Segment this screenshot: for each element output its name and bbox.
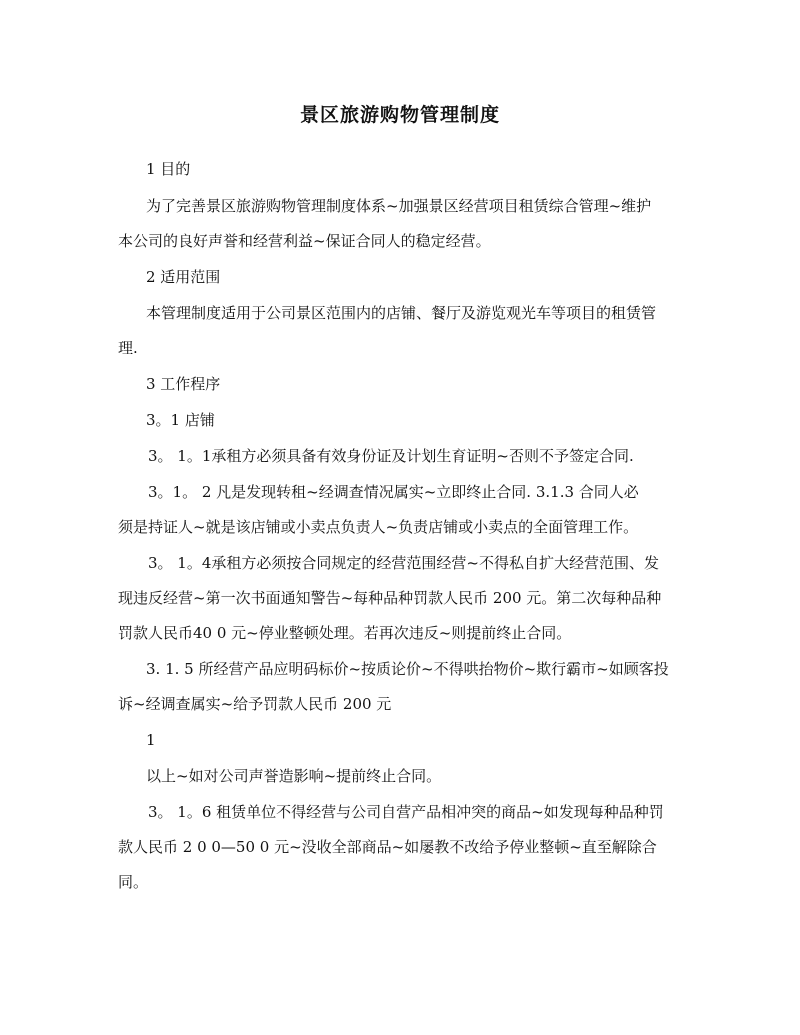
heading-procedure: 3 工作程序	[146, 375, 221, 393]
paragraph-line: 款人民币 2 0 0—50 0 元~没收全部商品~如屡教不改给予停业整顿~直至解除合	[118, 838, 657, 856]
paragraph-line: 本管理制度适用于公司景区范围内的店铺、餐厅及游览观光车等项目的租赁管	[146, 304, 657, 322]
paragraph-line: 为了完善景区旅游购物管理制度体系~加强景区经营项目租赁综合管理~维护	[146, 197, 652, 215]
paragraph-line: 3。 1。4承租方必须按合同规定的经营范围经营~不得私自扩大经营范围、发	[148, 554, 659, 572]
paragraph-line: 3。 1。6 租赁单位不得经营与公司自营产品相冲突的商品~如发现每种品种罚	[148, 803, 664, 821]
paragraph-line: 诉~经调查属实~给予罚款人民币 200 元	[118, 695, 392, 713]
paragraph-line: 理.	[118, 339, 138, 357]
paragraph-line: 同。	[118, 873, 149, 891]
paragraph-line: 罚款人民币40 0 元~停业整顿处理。若再次违反~则提前终止合同。	[118, 624, 572, 642]
paragraph-line: 3。1。 2 凡是发现转租~经调查情况属实~立即终止合同. 3.1.3 合同人必	[148, 483, 639, 501]
paragraph-line: 现违反经营~第一次书面通知警告~每种品种罚款人民币 200 元。第二次每种品种	[118, 589, 662, 607]
paragraph-line: 3. 1. 5 所经营产品应明码标价~按质论价~不得哄抬物价~欺行霸市~如顾客投	[146, 660, 669, 678]
heading-purpose: 1 目的	[146, 160, 191, 178]
paragraph-line: 须是持证人~就是该店铺或小卖点负责人~负责店铺或小卖点的全面管理工作。	[118, 518, 639, 536]
document-title: 景区旅游购物管理制度	[299, 104, 500, 126]
paragraph-line: 3。 1。1承租方必须具备有效身份证及计划生育证明~否则不予签定合同.	[148, 447, 634, 465]
heading-scope: 2 适用范围	[146, 268, 221, 286]
heading-shops: 3。1 店铺	[146, 411, 215, 429]
page-number: 1	[146, 731, 156, 749]
paragraph-line: 本公司的良好声誉和经营利益~保证合同人的稳定经营。	[118, 232, 491, 250]
paragraph-line: 以上~如对公司声誉造影响~提前终止合同。	[146, 767, 442, 785]
